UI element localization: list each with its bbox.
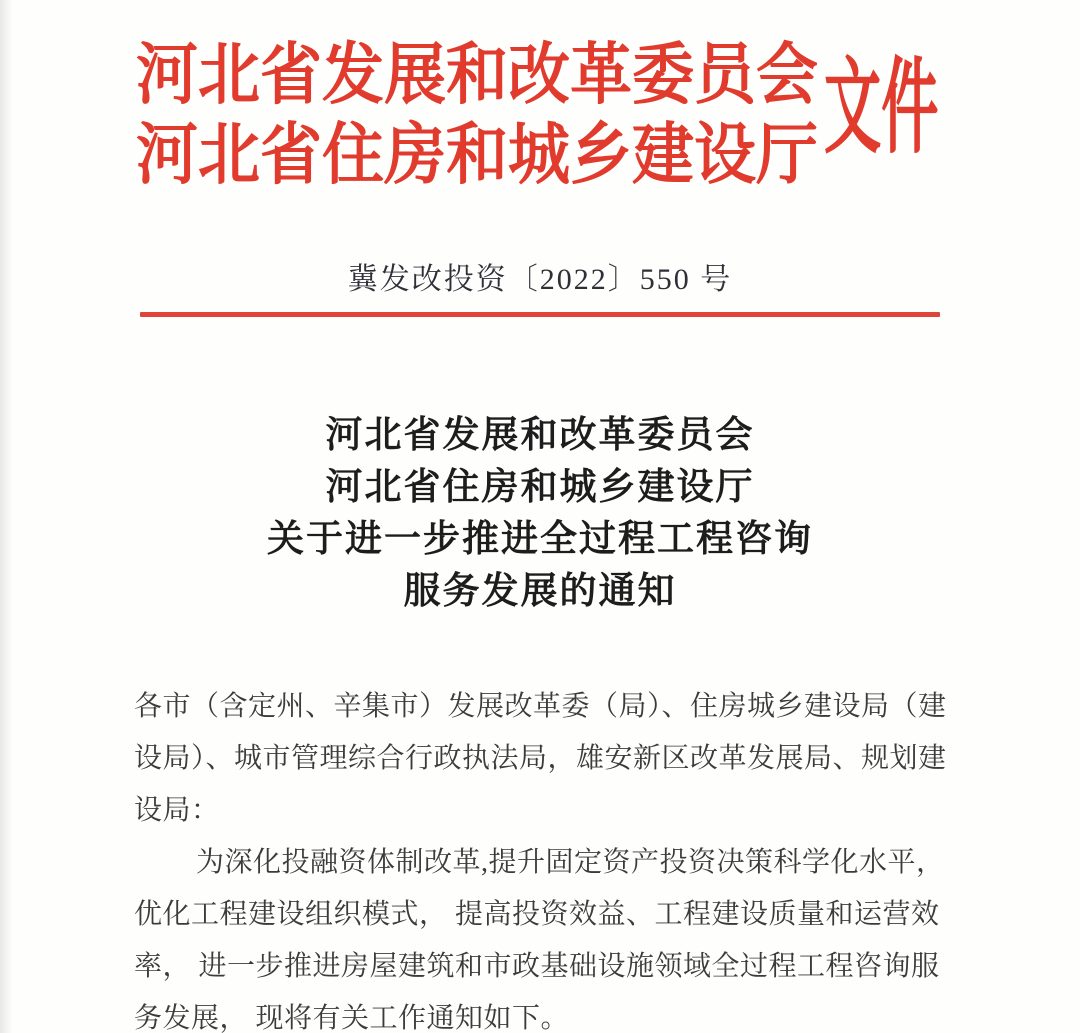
letterhead-org-line-1: 河北省发展和改革委员会	[135, 39, 818, 113]
title-line-1: 河北省发展和改革委员会	[325, 415, 755, 456]
document-title	[0, 410, 1080, 618]
letterhead	[0, 36, 1080, 196]
red-separator-line	[140, 312, 940, 317]
paragraph-line: 为深化投融资体制改革,提升固定资产投资决策科学化水平，	[196, 847, 945, 878]
letterhead-doc-type-label: 文件	[824, 51, 939, 166]
document-body	[134, 681, 949, 1033]
title-line-3: 关于进一步推进全过程工程咨询	[267, 519, 813, 560]
addressee-line: 各市（含定州、辛集市）发展改革委（局）、住房城乡建设局（建	[134, 691, 947, 722]
title-line-4: 服务发展的通知	[403, 571, 677, 612]
paragraph-line: 务发展， 现将有关工作通知如下。	[134, 1003, 570, 1033]
paragraph-line: 率， 进一步推进房屋建筑和市政基础设施领域全过程工程咨询服	[134, 951, 940, 982]
document-number: 冀发改投资〔2022〕550 号	[347, 263, 733, 296]
addressee-line: 设局：	[134, 795, 220, 826]
addressee-line: 设局）、城市管理综合行政执法局，雄安新区改革发展局、规划建	[134, 743, 947, 774]
paragraph-line: 优化工程建设组织模式， 提高投资效益、工程建设质量和运营效	[134, 899, 940, 930]
title-line-2: 河北省住房和城乡建设厅	[325, 467, 755, 508]
letterhead-org-names	[136, 36, 818, 196]
letterhead-org-line-2: 河北省住房和城乡建设厅	[135, 119, 818, 193]
